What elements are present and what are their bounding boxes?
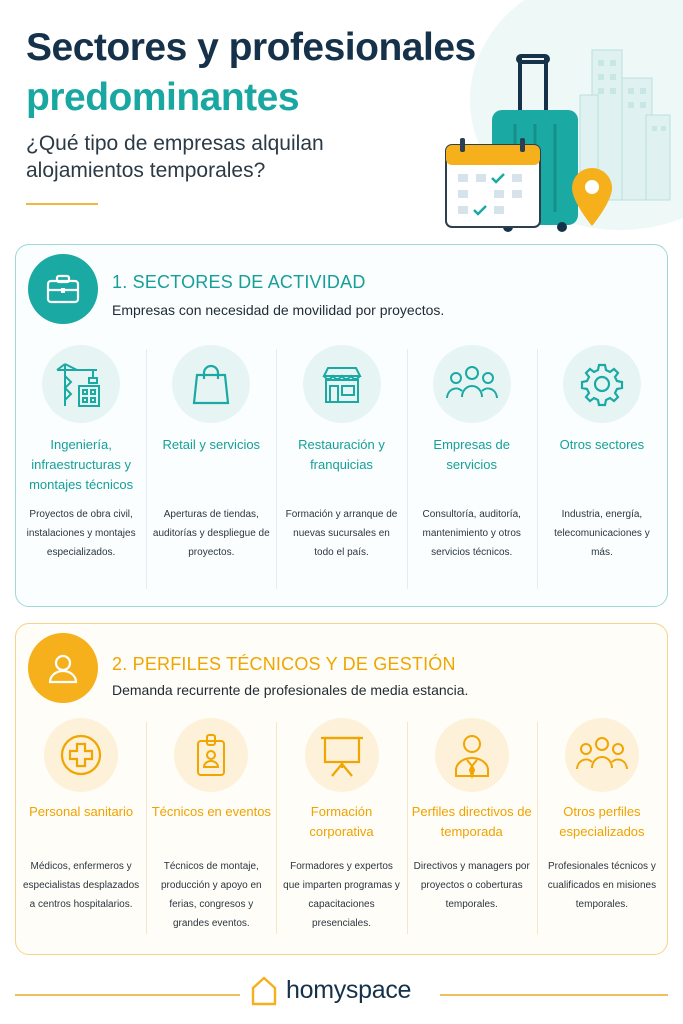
section-subtitle: Empresas con necesidad de movilidad por proyectos.: [112, 302, 445, 318]
user-icon: [44, 649, 82, 687]
profile-columns: [16, 718, 667, 933]
profile-description: Directivos y managers por proyectos o coberturas temporales.: [413, 861, 530, 910]
shopping-bag-icon: [186, 359, 236, 409]
sector-card: [16, 345, 146, 562]
presentation-board-icon: [317, 732, 367, 778]
location-pin-icon: [572, 168, 612, 226]
sector-title: Retail y servicios: [162, 437, 261, 452]
sector-title: Ingeniería, infraestructuras y montajes técnicos: [29, 437, 134, 492]
profile-title: Otros perfiles especializados: [559, 804, 645, 839]
profile-title: Perfiles directivos de temporada: [411, 804, 532, 839]
travel-illustration: [440, 40, 680, 235]
sector-card: [276, 345, 406, 562]
sector-card: [407, 345, 537, 562]
page-title-line2: predominantes: [26, 76, 300, 119]
profile-card: [407, 718, 537, 933]
profile-card: [276, 718, 406, 933]
gear-icon: [577, 359, 627, 409]
sector-title: Empresas de servicios: [433, 437, 510, 472]
sector-description: Industria, energía, telecomunicaciones y más.: [554, 509, 650, 558]
id-badge-icon: [189, 731, 233, 779]
house-outline-icon: [250, 974, 278, 1006]
section-perfiles-tecnicos: [15, 623, 668, 955]
profile-description: Técnicos de montaje, producción y apoyo en ferias, congresos y grandes eventos.: [160, 861, 262, 929]
sector-description: Consultoría, auditoría, mantenimiento y otros servicios técnicos.: [422, 509, 521, 558]
section-badge: [28, 633, 98, 703]
header-divider: [26, 203, 98, 205]
profile-description: Profesionales técnicos y cualificados en misiones temporales.: [547, 861, 657, 910]
brand-name: homyspace: [286, 975, 412, 1004]
people-group-icon: [443, 359, 501, 409]
footer-divider-left: [15, 994, 240, 996]
profile-card: [16, 718, 146, 933]
crane-building-icon: [53, 356, 109, 412]
section-sectores-actividad: [15, 244, 668, 607]
profile-card: [146, 718, 276, 933]
page-subtitle: ¿Qué tipo de empresas alquilan alojamientos temporales?: [26, 132, 324, 182]
medical-cross-icon: [58, 732, 104, 778]
storefront-icon: [316, 358, 368, 410]
section-badge: [28, 254, 98, 324]
briefcase-icon: [44, 270, 82, 308]
sector-title: Otros sectores: [559, 437, 645, 452]
profile-title: Personal sanitario: [29, 804, 134, 819]
profile-title: Formación corporativa: [309, 804, 374, 839]
profile-description: Médicos, enfermeros y especialistas desplazados a centros hospitalarios.: [23, 861, 140, 910]
profile-card: [537, 718, 667, 933]
page-title-line1: Sectores y profesionales: [26, 26, 476, 69]
footer-divider-right: [440, 994, 668, 996]
manager-icon: [449, 730, 495, 780]
profile-description: Formadores y expertos que imparten programas y capacitaciones presenciales.: [283, 861, 400, 929]
profile-title: Técnicos en eventos: [151, 804, 271, 819]
sector-description: Formación y arranque de nuevas sucursales en todo el país.: [285, 509, 398, 558]
sector-description: Proyectos de obra civil, instalaciones y montajes especializados.: [26, 509, 136, 558]
section-title: 2. PERFILES TÉCNICOS Y DE GESTIÓN: [112, 654, 456, 674]
people-group-icon: [573, 732, 631, 778]
sector-description: Aperturas de tiendas, auditorías y despliegue de proyectos.: [152, 509, 270, 558]
section-title: 1. SECTORES DE ACTIVIDAD: [112, 272, 366, 292]
brand-logo: [250, 974, 411, 1006]
sector-card: [537, 345, 667, 562]
sector-card: [146, 345, 276, 562]
sector-columns: [16, 345, 667, 562]
calendar-icon: [446, 138, 540, 227]
section-subtitle: Demanda recurrente de profesionales de media estancia.: [112, 682, 469, 698]
sector-title: Restauración y franquicias: [298, 437, 385, 472]
